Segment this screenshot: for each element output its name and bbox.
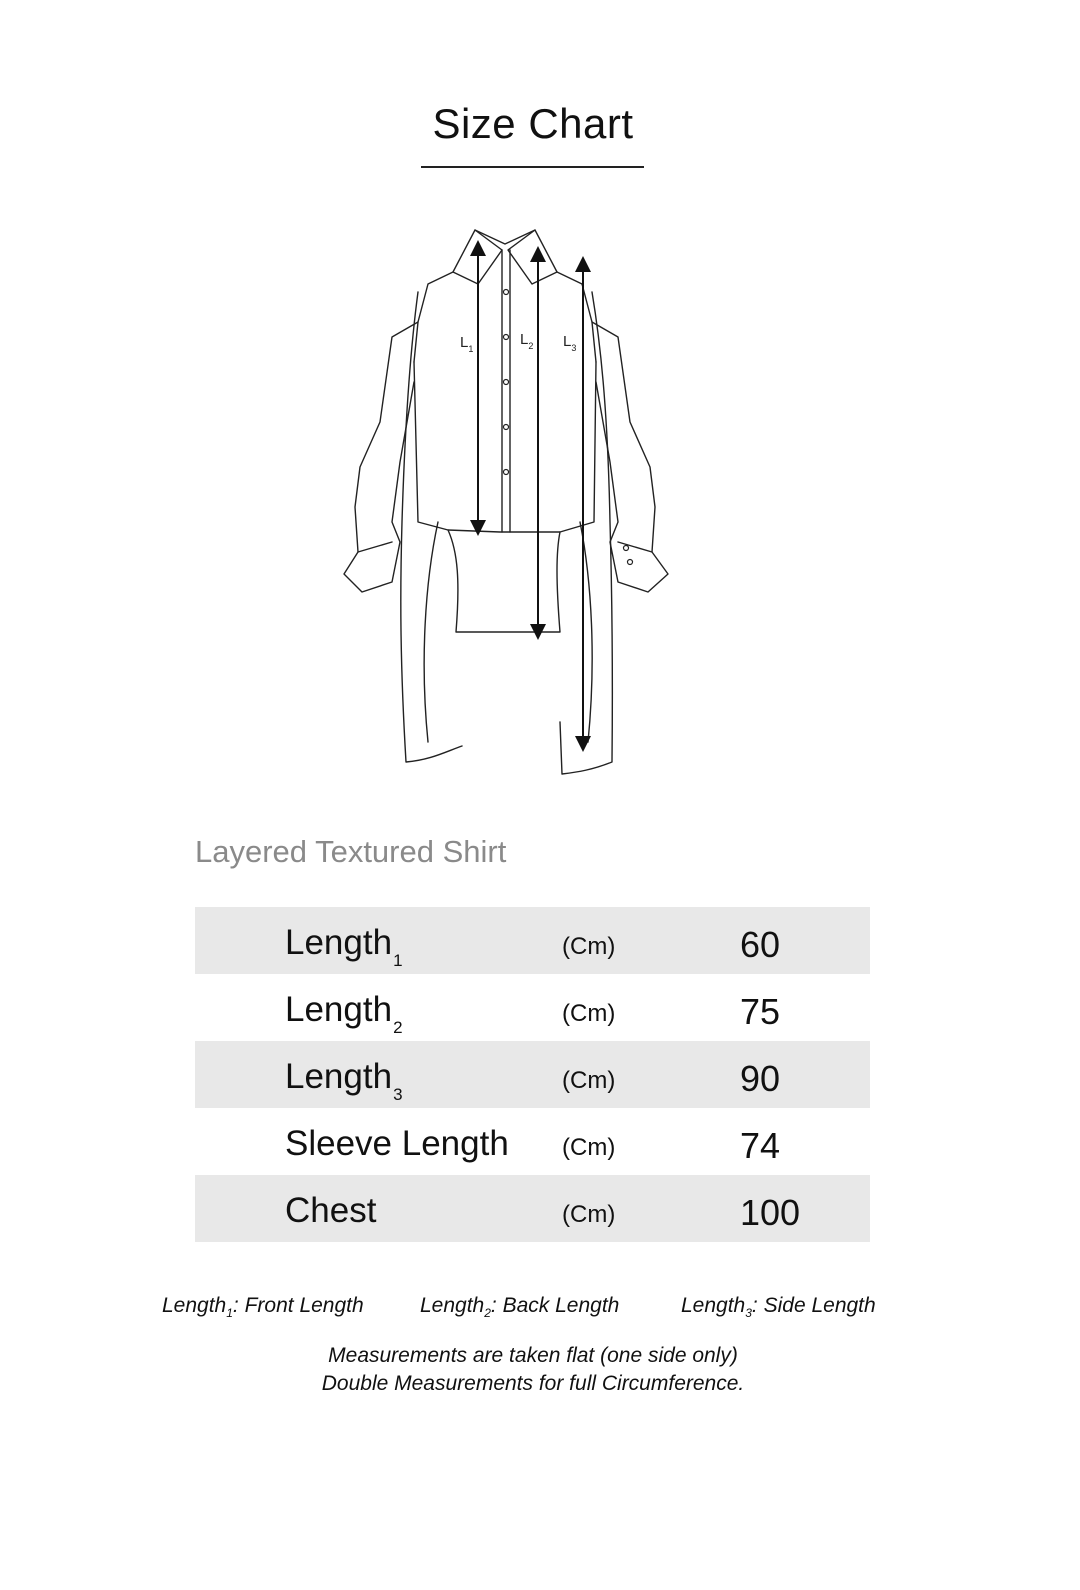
measurement-label: Length$_3$	[285, 1057, 403, 1104]
shirt-diagram	[330, 222, 680, 782]
measurement-unit: (Cm)	[562, 1201, 616, 1228]
l2-marker: $L_2$	[520, 331, 534, 351]
measurement-note-flat: Measurements are taken flat (one side only)	[328, 1344, 738, 1367]
measurement-unit: (Cm)	[562, 1067, 616, 1094]
product-name: Layered Textured Shirt	[195, 834, 507, 869]
measurement-unit: (Cm)	[562, 1000, 616, 1027]
legend-side-length: Length$_3$: Side Length	[681, 1294, 876, 1320]
measurement-unit: (Cm)	[562, 1134, 616, 1161]
legend-back-length: Length$_2$: Back Length	[420, 1294, 620, 1320]
size-table	[195, 907, 870, 1242]
measurement-label: Length$_2$	[285, 990, 403, 1037]
table-row	[195, 1041, 870, 1108]
table-row	[195, 907, 870, 974]
measurement-label: Sleeve Length	[285, 1124, 509, 1163]
title-underline	[421, 166, 644, 168]
measurement-label: Length$_1$	[285, 923, 403, 970]
measurement-note-double: Double Measurements for full Circumference.	[321, 1372, 745, 1395]
l3-marker: $L_3$	[563, 333, 577, 353]
table-row	[195, 1108, 870, 1175]
table-row	[195, 1175, 870, 1242]
l1-marker: $L_1$	[460, 334, 474, 354]
measurement-value: 90	[740, 1058, 781, 1099]
legend-front-length: Length$_1$: Front Length	[162, 1294, 364, 1320]
measurement-value: 100	[740, 1192, 801, 1233]
page-title: Size Chart	[432, 100, 634, 147]
table-row	[195, 974, 870, 1041]
measurement-value: 75	[740, 991, 781, 1032]
measurement-value: 60	[740, 924, 781, 965]
measurement-unit: (Cm)	[562, 933, 616, 960]
measurement-value: 74	[740, 1125, 781, 1166]
measurement-label: Chest	[285, 1191, 377, 1230]
